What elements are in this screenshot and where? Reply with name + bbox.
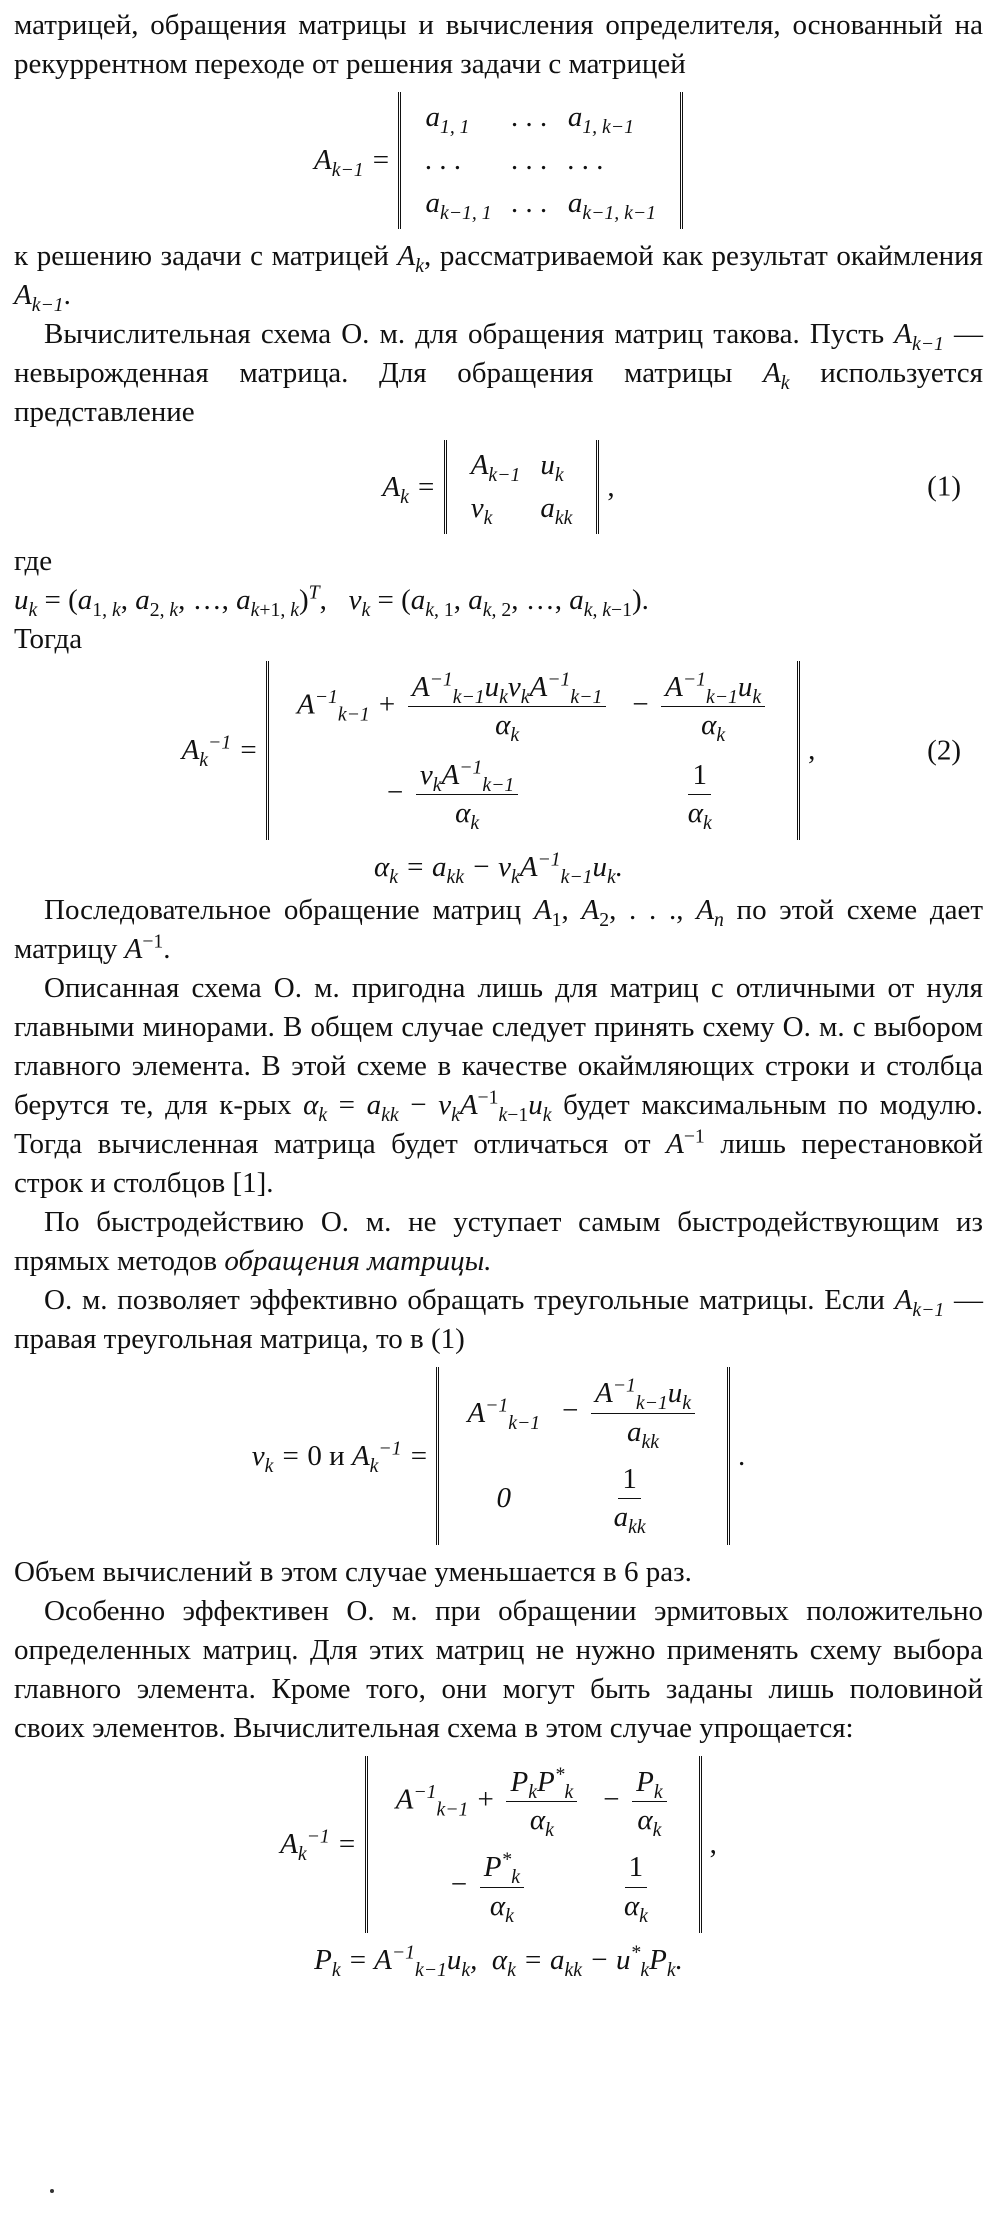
- paragraph-4-text-b: по этой схеме дает матрицу: [14, 894, 984, 966]
- paragraph-where: [14, 542, 983, 581]
- paragraph-2-text-a: к решению задачи с матрицей: [14, 240, 389, 272]
- paragraph-5-text-b: будет максимальным по модулю. Тогда вычисленная матрица будет отличаться от: [14, 1089, 984, 1161]
- paragraph-5-text-c: лишь перестановкой строк и столбцов [1].: [14, 1128, 984, 1200]
- equation-2: $A_k^{-1}$ = $A^{-1}_{k-1}$ + $\frac{A^{-1}_{k-1}u_kv_kA^{-1}_{k-1}}{\alpha_k}$ − $\frac{A^{-1}_{k-1}u_k}{\alpha_k}$ − $\frac{v_kA^{-1}_{k-1}}{\alpha_k}$ $\frac{1}{\alpha_k}$ , (2): [14, 661, 983, 840]
- paragraph-2-text-b: , рассматриваемой как результат окаймления: [423, 240, 983, 272]
- paragraph-8-text: Объем вычислений в этом случае уменьшается в 6 раз.: [14, 1555, 692, 1588]
- paragraph-3: Вычислительная схема О. м. для обращения матриц такова. Пусть $A_{k-1}$ — невырожденная матрица. Для обращения матрицы $A_k$ используется представление: [14, 318, 984, 428]
- equation-hermitian: $A_k^{-1}$ = $A^{-1}_{k-1}$ + $\frac{P_kP^*_k}{\alpha_k}$ − $\frac{P_k}{\alpha_k}$ − $\frac{P^*_k}{\alpha_k}$ $\frac{1}{\alpha_k}$ ,: [14, 1756, 983, 1933]
- paragraph-then: [14, 620, 983, 659]
- paragraph-9: [14, 1592, 983, 1748]
- equation-1: $A_k$ = $A_{k-1}$ $u_k$ $v_k$ $a_{kk}$ , (1): [14, 440, 983, 534]
- stray-mark: [50, 2189, 54, 2193]
- paragraph-3-text-a: Вычислительная схема О. м. для обращения матриц такова. Пусть: [44, 318, 885, 350]
- p-alpha-definition: $P_k = A^{-1}_{k-1}u_k$, $\alpha_k = a_{kk} - u^*_kP_k$.: [314, 1941, 683, 1981]
- then-text: Тогда: [14, 623, 83, 655]
- equation-1-number: (1): [927, 470, 961, 503]
- paragraph-9-text: Особенно эффективен О. м. при обращении эрмитовых положительно определенных матриц. Для этих матриц не нужно применять схему выбора главного элемента. Кроме того, они могут быть заданы лишь половиной своих элементов. Вычислительная схема в этом случае упрощается:: [14, 1594, 983, 1744]
- and-word: и: [329, 1439, 345, 1472]
- paragraph-5-text-a: Описанная схема О. м. пригодна лишь для матриц с отличными от нуля главными минорами. В общем случае следует принять схему О. м. с выбором главного элемента. В этой схеме в качестве окаймляющих строки и столбца берутся те, для к-рых: [14, 972, 983, 1122]
- matrix-block-a-k: $A_{k-1}$ $u_k$ $v_k$ $a_{kk}$: [444, 440, 600, 534]
- paragraph-4: Последовательное обращение матриц $A_1$, $A_2$, . . ., $A_n$ по этой схеме дает матрицу $A^{-1}$.: [14, 894, 984, 966]
- equation-2-number: (2): [927, 734, 961, 767]
- matrix-hermitian-inverse: $A^{-1}_{k-1}$ + $\frac{P_kP^*_k}{\alpha_k}$ − $\frac{P_k}{\alpha_k}$ − $\frac{P^*_k}{\alpha_k}$ $\frac{1}{\alpha_k}$: [365, 1756, 702, 1933]
- paragraph-7-text-a: О. м. позволяет эффективно обращать треугольные матрицы. Если: [44, 1284, 885, 1317]
- paragraph-6-text: По быстродействию О. м. не уступает самым быстродействующим из прямых методов: [14, 1206, 983, 1278]
- equation-a-k-minus-1: $A_{k-1}$ = $a_{1, 1}$ . . . $a_{1, k-1}$ . . . . . . . . . $a_{k-1, 1}$ . . . $a_{k-1, k-1}$: [14, 92, 983, 229]
- paragraph-1: [14, 6, 983, 84]
- alpha-definition: $\alpha_k = a_{kk} - v_kA^{-1}_{k-1}u_k$.: [373, 848, 624, 889]
- matrix-inverse-a-k: $A^{-1}_{k-1}$ + $\frac{A^{-1}_{k-1}u_kv_kA^{-1}_{k-1}}{\alpha_k}$ − $\frac{A^{-1}_{k-1}u_k}{\alpha_k}$ − $\frac{v_kA^{-1}_{k-1}}{\alpha_k}$ $\frac{1}{\alpha_k}$: [266, 661, 800, 840]
- paragraph-6: [14, 1203, 983, 1281]
- where-text: где: [14, 545, 53, 577]
- paragraph-5: Описанная схема О. м. пригодна лишь для матриц с отличными от нуля главными минорами. В общем случае следует принять схему О. м. с выбором главного элемента. В этой схеме в качестве окаймляющих строки и столбца берутся те, для к-рых $\alpha_k = a_{kk} - v_kA^{-1}_{k-1}u_k$ будет максимальным по модулю. Тогда вычисленная матрица будет отличаться от $A^{-1}$ лишь перестановкой строк и столбцов [1].: [14, 972, 984, 1200]
- paragraph-8: [14, 1553, 983, 1592]
- paragraph-2: к решению задачи с матрицей $A_k$, рассматриваемой как результат окаймления $A_{k-1}$.: [14, 240, 983, 316]
- paragraph-3-text-b: — невырожденная матрица. Для обращения матрицы: [14, 318, 984, 389]
- paragraph-3-text-c: используется представление: [14, 357, 984, 428]
- paragraph-4-text-a: Последовательное обращение матриц: [44, 894, 522, 927]
- uv-definitions: $u_k = (a_{1, k}$, $a_{2, k}$, …, $a_{k+1, k})^T$, $v_k = (a_{k, 1}$, $a_{k, 2}$, …, $a_{k, k-1}$).: [14, 581, 649, 621]
- matrix-inversion-link[interactable]: обращения матрицы.: [224, 1245, 492, 1278]
- paragraph-7: О. м. позволяет эффективно обращать треугольные матрицы. Если $A_{k-1}$ — правая треугольная матрица, то в (1): [14, 1284, 984, 1356]
- matrix-a-k-minus-1: $a_{1, 1}$ . . . $a_{1, k-1}$ . . . . . . . . . $a_{k-1, 1}$ . . . $a_{k-1, k-1}$: [398, 92, 683, 229]
- matrix-triangular-inverse: $A^{-1}_{k-1}$ − $\frac{A^{-1}_{k-1}u_k}{a_{kk}}$ 0 $\frac{1}{a_{kk}}$: [436, 1367, 730, 1544]
- paragraph-7-text-b: — правая треугольная матрица, то в (1): [14, 1284, 984, 1356]
- paragraph-1-text: матрицей, обращения матрицы и вычисления определителя, основанный на рекуррентном переходе от решения задачи с матрицей: [14, 9, 983, 80]
- equation-triangular: $v_k = 0$ и $A_k^{-1}$ = $A^{-1}_{k-1}$ − $\frac{A^{-1}_{k-1}u_k}{a_{kk}}$ 0 $\frac{1}{a_{kk}}$ .: [14, 1367, 983, 1544]
